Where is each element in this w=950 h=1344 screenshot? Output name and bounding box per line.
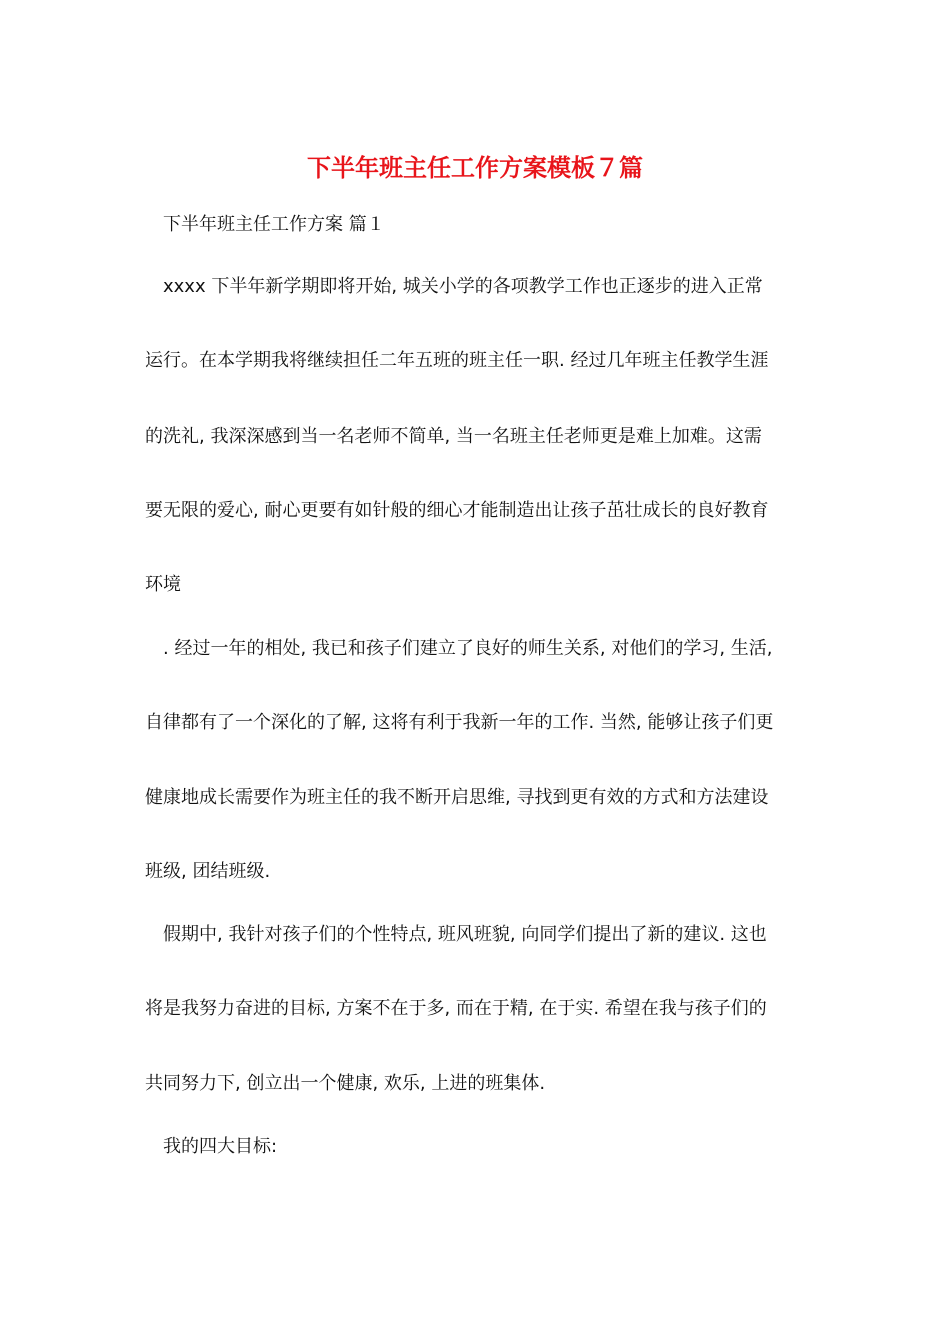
- paragraph-line: 假期中, 我针对孩子们的个性特点, 班风班貌, 向同学们提出了新的建议. 这也: [163, 924, 767, 945]
- paragraph-line: 班级, 团结班级.: [145, 861, 271, 882]
- paragraph-line: 的洗礼, 我深深感到当一名老师不简单, 当一名班主任老师更是难上加难。这需: [145, 426, 762, 447]
- paragraph-line: xxxx 下半年新学期即将开始, 城关小学的各项教学工作也正逐步的进入正常: [163, 276, 763, 297]
- paragraph-line: 共同努力下, 创立出一个健康, 欢乐, 上进的班集体.: [145, 1073, 546, 1094]
- paragraph-line: 要无限的爱心, 耐心更要有如针般的细心才能制造出让孩子茁壮成长的良好教育: [145, 500, 769, 521]
- paragraph-line: 环境: [145, 574, 181, 595]
- paragraph-line: 将是我努力奋进的目标, 方案不在于多, 而在于精, 在于实. 希望在我与孩子们的: [145, 998, 767, 1019]
- section-heading: 下半年班主任工作方案 篇１: [163, 214, 385, 235]
- paragraph-line: . 经过一年的相处, 我已和孩子们建立了良好的师生关系, 对他们的学习, 生活,: [163, 638, 773, 659]
- paragraph-line: 自律都有了一个深化的了解, 这将有利于我新一年的工作. 当然, 能够让孩子们更: [145, 712, 774, 733]
- document-title: 下半年班主任工作方案模板７篇: [307, 153, 643, 182]
- paragraph-line: 我的四大目标:: [163, 1136, 278, 1157]
- paragraph-line: 运行。在本学期我将继续担任二年五班的班主任一职. 经过几年班主任教学生涯: [145, 350, 769, 371]
- paragraph-line: 健康地成长需要作为班主任的我不断开启思维, 寻找到更有效的方式和方法建设: [145, 787, 769, 808]
